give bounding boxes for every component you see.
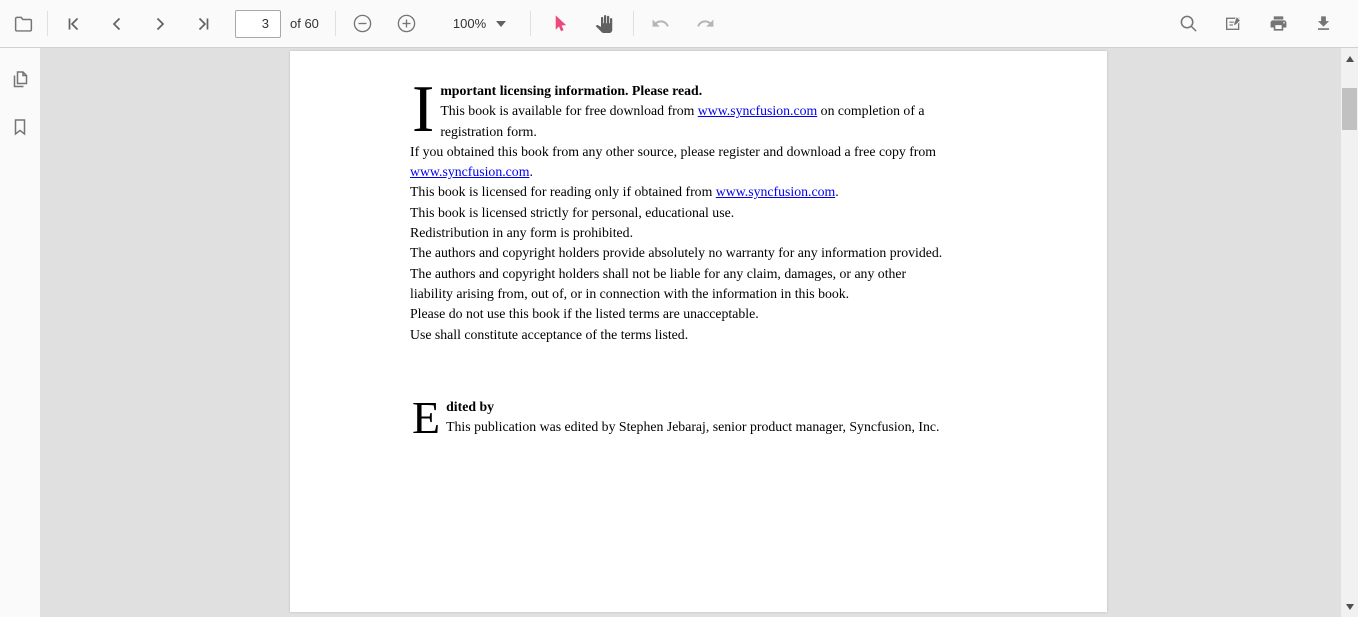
search-icon — [1179, 14, 1198, 33]
open-file-button[interactable] — [3, 6, 43, 42]
text-line — [410, 264, 1010, 284]
text-line — [410, 142, 1010, 162]
search-button[interactable] — [1166, 6, 1211, 42]
text-segment: . — [529, 164, 533, 180]
bookmarks-icon — [10, 117, 30, 140]
last-page-button[interactable] — [183, 6, 223, 42]
text-line — [410, 223, 1010, 243]
page-number-input[interactable] — [235, 10, 281, 38]
heading-line: dited by — [446, 398, 495, 414]
open-file-icon — [13, 13, 34, 34]
vertical-scrollbar[interactable] — [1341, 48, 1358, 617]
text-line — [410, 284, 1010, 304]
text-segment: liability arising from, out of, or in connection with the information in this book. — [410, 285, 850, 301]
text-line — [410, 101, 1010, 121]
syncfusion-link[interactable]: www.syncfusion.com — [697, 103, 818, 119]
redo-icon — [696, 14, 715, 33]
undo-icon — [651, 14, 670, 33]
text-segment: . — [835, 184, 839, 200]
zoom-in-icon — [396, 13, 417, 34]
previous-page-button[interactable] — [97, 6, 137, 42]
previous-page-icon — [108, 15, 126, 33]
heading-line: mportant licensing information. Please read. — [440, 83, 703, 98]
text-segment: This publication was edited by Stephen Jebaraj, senior product manager, Syncfusion, Inc. — [446, 419, 940, 435]
text-segment: Redistribution in any form is prohibited. — [410, 225, 634, 241]
selection-tool-icon — [550, 14, 569, 33]
next-page-button[interactable] — [140, 6, 180, 42]
zoom-out-icon — [352, 13, 373, 34]
scrollbar-thumb[interactable] — [1342, 88, 1357, 130]
text-line — [410, 203, 1010, 223]
redo-button[interactable] — [685, 6, 725, 42]
next-page-icon — [151, 15, 169, 33]
zoom-level-dropdown[interactable] — [453, 16, 506, 31]
undo-button[interactable] — [640, 6, 680, 42]
text-line — [410, 417, 1010, 437]
pan-tool-button[interactable] — [584, 6, 624, 42]
zoom-in-button[interactable] — [387, 6, 427, 42]
text-line — [410, 243, 1010, 263]
last-page-icon — [194, 15, 212, 33]
paragraph — [410, 391, 1010, 443]
syncfusion-link[interactable]: www.syncfusion.com — [410, 164, 530, 180]
text-segment: This book is licensed strictly for personal, educational use. — [410, 204, 735, 220]
dropcap-letter: E — [412, 391, 441, 443]
text-line — [410, 162, 1010, 182]
paragraph — [410, 72, 1010, 146]
viewer-area — [40, 48, 1341, 617]
print-button[interactable] — [1256, 6, 1301, 42]
first-page-icon — [65, 15, 83, 33]
toolbar-right-group — [1166, 6, 1358, 42]
text-segment: Please do not use this book if the listed terms are unacceptable. — [410, 306, 759, 322]
text-line — [410, 122, 1010, 142]
annotation-button[interactable] — [1211, 6, 1256, 42]
dropcap-letter: I — [412, 72, 435, 146]
zoom-out-button[interactable] — [343, 6, 383, 42]
download-button[interactable] — [1301, 6, 1346, 42]
syncfusion-link[interactable]: www.syncfusion.com — [715, 184, 836, 200]
first-page-button[interactable] — [54, 6, 94, 42]
page-thumbnails-icon — [10, 69, 30, 92]
selection-tool-button[interactable] — [539, 6, 579, 42]
download-icon — [1314, 14, 1333, 33]
page-count-label: of 60 — [290, 16, 319, 31]
text-segment: If you obtained this book from any other source, please register and download a free copy from — [410, 143, 937, 159]
document-text — [410, 72, 1010, 443]
pdf-toolbar — [0, 0, 1358, 48]
pdf-page — [290, 51, 1107, 612]
pan-tool-icon — [595, 15, 613, 33]
text-segment: Use shall constitute acceptance of the terms listed. — [410, 326, 689, 342]
scroll-down-arrow[interactable] — [1341, 598, 1358, 615]
annotation-icon — [1224, 14, 1243, 33]
zoom-level-value: 100% — [452, 16, 487, 31]
text-segment: The authors and copyright holders shall not be liable for any claim, damages, or any other — [410, 265, 907, 281]
text-line — [410, 182, 1010, 202]
bookmarks-button[interactable] — [0, 108, 40, 148]
page-thumbnails-button[interactable] — [0, 60, 40, 100]
scroll-up-arrow[interactable] — [1341, 50, 1358, 67]
paragraph — [410, 142, 1010, 345]
text-segment: The authors and copyright holders provide absolutely no warranty for any information provided. — [410, 245, 943, 261]
text-segment: registration form. — [440, 123, 537, 139]
text-segment: This book is licensed for reading only if obtained from — [410, 184, 716, 200]
left-sidebar — [0, 48, 40, 617]
text-segment: This book is available for free download from — [440, 103, 698, 119]
print-icon — [1269, 14, 1288, 33]
text-line — [410, 325, 1010, 345]
text-segment: on completion of a — [817, 103, 925, 119]
zoom-dropdown-caret-icon — [496, 21, 506, 27]
text-line — [410, 304, 1010, 324]
